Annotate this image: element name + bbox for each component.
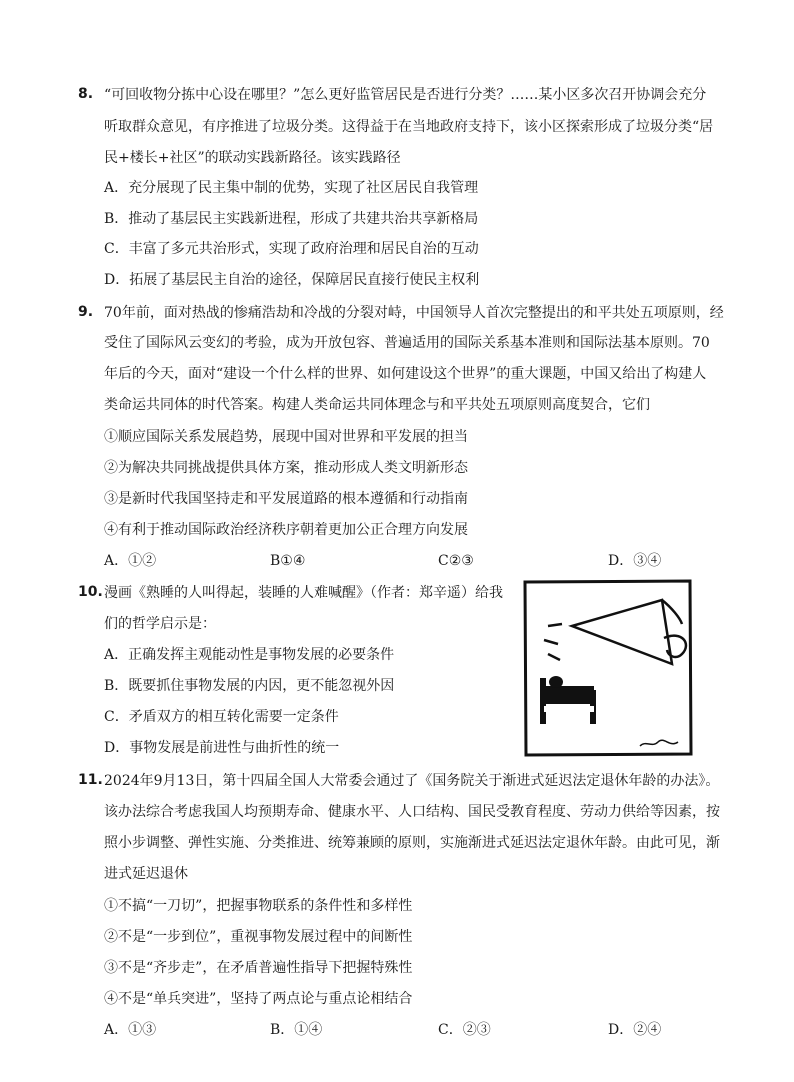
cartoon-illustration	[522, 578, 694, 758]
question-10-option-c[interactable]: C．矛盾双方的相互转化需要一定条件	[104, 709, 339, 725]
bed-headboard	[540, 678, 546, 724]
artist-signature	[640, 740, 678, 746]
question-8-option-c[interactable]: C．丰富了多元共治形式，实现了政府治理和居民自治的互动	[104, 241, 479, 257]
question-9-stem-line-2: 受住了国际风云变幻的考验，成为开放包容、普遍适用的国际关系基本准则和国际法基本原则。70	[104, 335, 710, 351]
question-8-number: 8.	[78, 86, 94, 102]
question-11-number: 11.	[78, 772, 103, 788]
question-9-choice-c[interactable]: C②③	[438, 553, 474, 569]
question-9-stem-line-1: 70年前，面对热战的惨痛浩劫和冷战的分裂对峙，中国领导人首次完整提出的和平共处五项原则，经	[104, 305, 724, 321]
question-10-stem-line-1: 漫画《熟睡的人叫得起，装睡的人难喊醒》（作者：郑辛遥）给我	[104, 585, 503, 601]
megaphone-icon	[572, 600, 672, 664]
question-9-number: 9.	[78, 304, 94, 320]
question-8-stem-line-3: 民+楼长+社区”的联动实践新路径。该实践路径	[104, 150, 401, 166]
question-10-option-b[interactable]: B．既要抓住事物发展的内因，更不能忽视外因	[104, 678, 395, 694]
question-11-stem-line-2: 该办法综合考虑我国人均预期寿命、健康水平、人口结构、国民受教育程度、劳动力供给等因素，按	[104, 804, 720, 820]
question-11-statement-1: ①不搞“一刀切”，把握事物联系的条件性和多样性	[104, 898, 413, 914]
sound-line-2	[544, 640, 558, 644]
question-11-statement-2: ②不是“一步到位”，重视事物发展过程中的间断性	[104, 929, 413, 945]
question-11-statement-4: ④不是“单兵突进”，坚持了两点论与重点论相结合	[104, 991, 413, 1007]
question-10-option-a[interactable]: A．正确发挥主观能动性是事物发展的必要条件	[104, 647, 395, 663]
sleeper-head-icon	[549, 676, 563, 688]
question-11-stem-line-3: 照小步调整、弹性实施、分类推进、统筹兼顾的原则，实施渐进式延迟法定退休年龄。由此可见，渐	[104, 835, 720, 851]
question-10-number: 10.	[78, 584, 103, 600]
question-11-stem-line-4: 进式延迟退休	[104, 866, 188, 882]
question-9-statement-1: ①顺应国际关系发展趋势，展现中国对世界和平发展的担当	[104, 429, 468, 445]
question-8-option-d[interactable]: D．拓展了基层民主自治的途径，保障居民直接行使民主权利	[104, 272, 480, 288]
question-9-choice-a[interactable]: A．①②	[104, 553, 157, 569]
question-8-stem-line-2: 听取群众意见，有序推进了垃圾分类。这得益于在当地政府支持下，该小区探索形成了垃圾分类“居	[104, 119, 714, 135]
question-11-choice-a[interactable]: A．①③	[104, 1022, 157, 1038]
question-11-stem-line-1: 2024年9月13日，第十四届全国人大常委会通过了《国务院关于渐进式延迟法定退休年龄的办法》。	[104, 773, 720, 789]
question-10-option-d[interactable]: D．事物发展是前进性与曲折性的统一	[104, 740, 340, 756]
question-11-choice-b[interactable]: B．①④	[270, 1022, 323, 1038]
cartoon-svg	[522, 578, 694, 758]
bed-icon	[540, 686, 594, 704]
question-9-stem-line-3: 年后的今天，面对“建设一个什么样的世界、如何建设这个世界”的重大课题，中国又给出了构建人	[104, 366, 707, 382]
question-9-stem-line-4: 类命运共同体的时代答案。构建人类命运共同体理念与和平共处五项原则高度契合，它们	[104, 397, 650, 413]
question-9-statement-3: ③是新时代我国坚持走和平发展道路的根本遵循和行动指南	[104, 491, 468, 507]
sound-line-1	[548, 624, 562, 626]
bed-gap	[544, 706, 594, 712]
question-8-option-b[interactable]: B．推动了基层民主实践新进程，形成了共建共治共享新格局	[104, 211, 479, 227]
question-11-choice-c[interactable]: C．②③	[438, 1022, 491, 1038]
question-9-statement-4: ④有利于推动国际政治经济秩序朝着更加公正合理方向发展	[104, 522, 468, 538]
question-9-choice-d[interactable]: D．③④	[608, 553, 662, 569]
sound-line-3	[548, 654, 560, 660]
question-9-statement-2: ②为解决共同挑战提供具体方案，推动形成人类文明新形态	[104, 460, 468, 476]
cartoon-frame	[525, 581, 691, 755]
question-8-option-a[interactable]: A．充分展现了民主集中制的优势，实现了社区居民自我管理	[104, 180, 479, 196]
question-9-choice-b[interactable]: B①④	[270, 553, 306, 569]
question-11-statement-3: ③不是“齐步走”，在矛盾普遍性指导下把握特殊性	[104, 960, 413, 976]
question-10-stem-line-2: 们的哲学启示是：	[104, 616, 216, 632]
question-11-choice-d[interactable]: D．②④	[608, 1022, 662, 1038]
question-8-stem-line-1: “可回收物分拣中心设在哪里？”怎么更好监管居民是否进行分类？……某小区多次召开协调会充分	[104, 87, 707, 103]
